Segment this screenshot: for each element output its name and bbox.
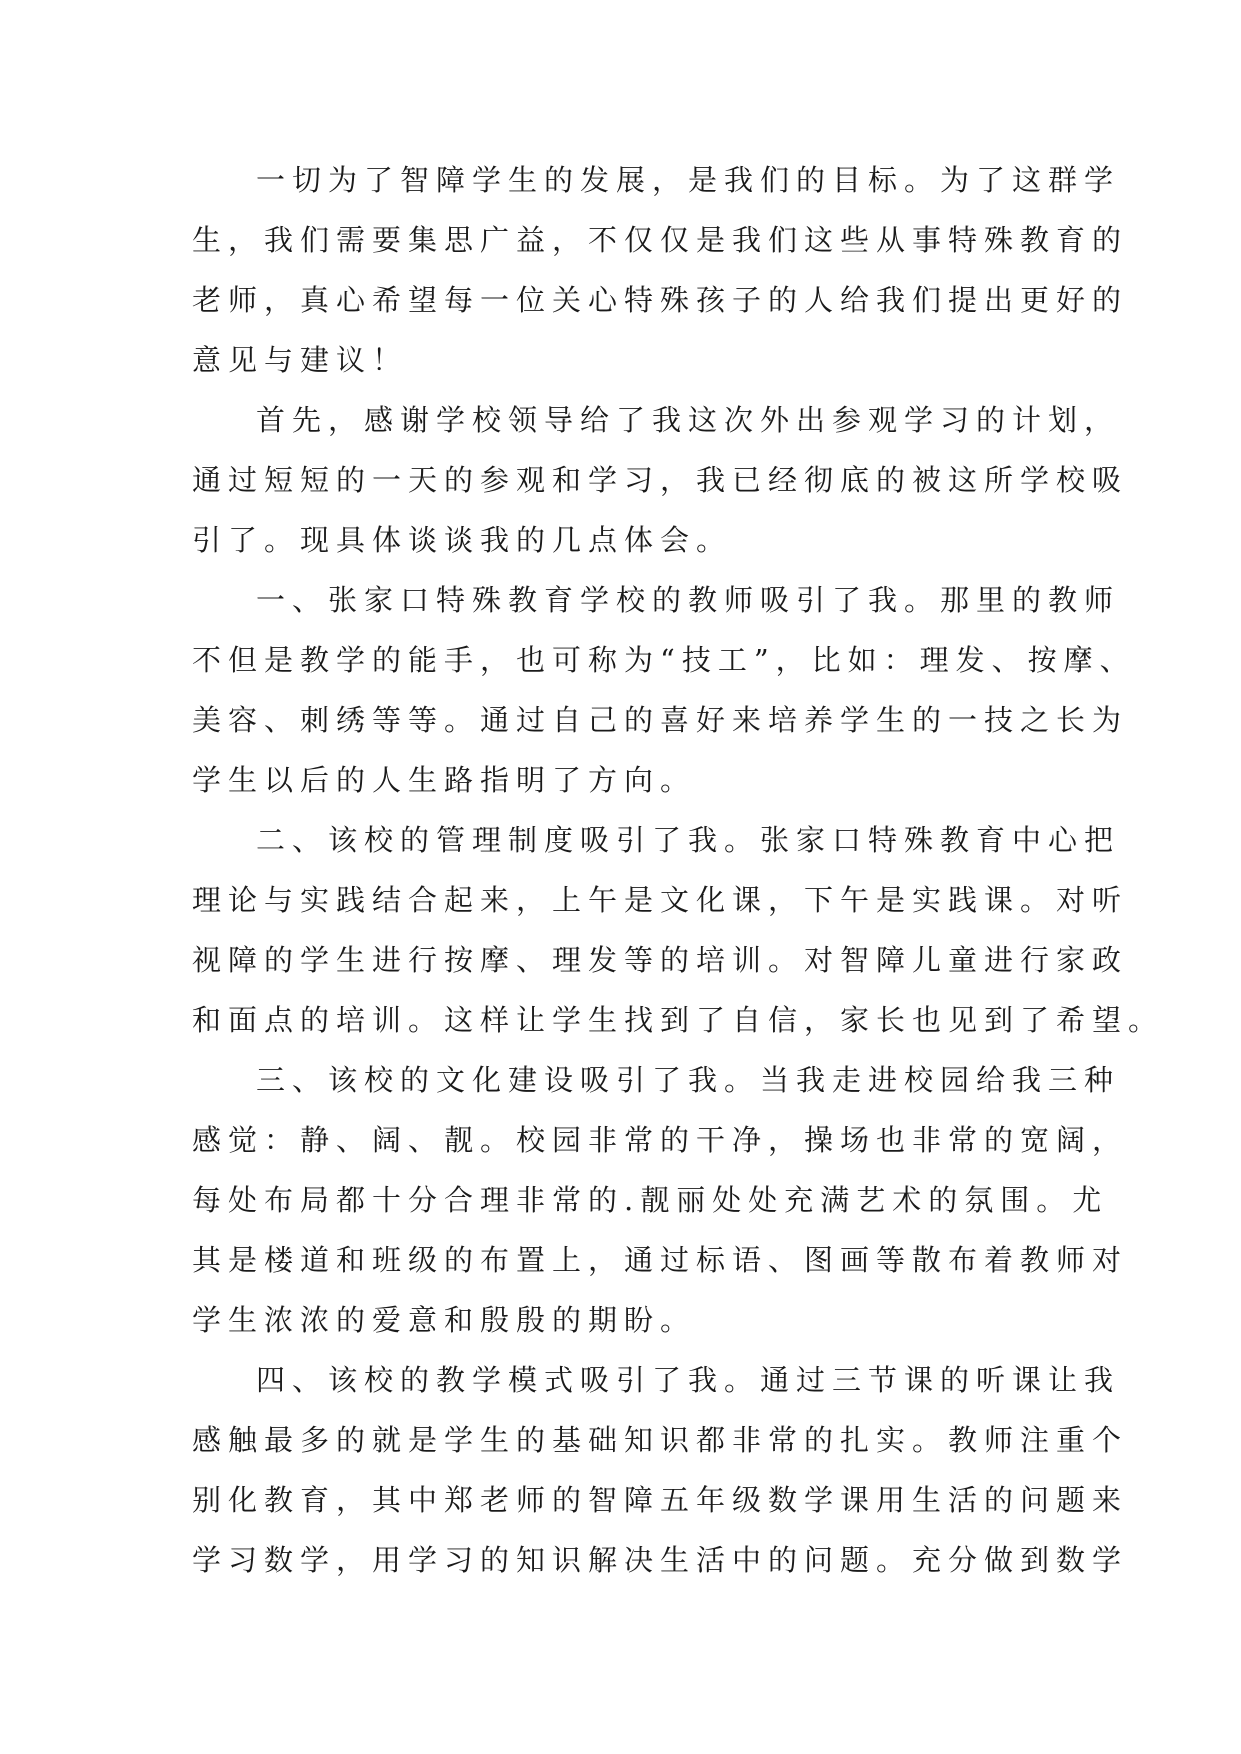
paragraph-point-two bbox=[192, 810, 1165, 1050]
text-line: 和面点的培训。这样让学生找到了自信，家长也见到了希望。 bbox=[192, 1003, 1165, 1037]
text-line: 视障的学生进行按摩、理发等的培训。对智障儿童进行家政 bbox=[192, 943, 1129, 977]
text-line: 别化教育，其中郑老师的智障五年级数学课用生活的问题来 bbox=[192, 1483, 1129, 1517]
text-line: 意见与建议！ bbox=[192, 343, 409, 377]
text-line: 二、该校的管理制度吸引了我。张家口特殊教育中心把 bbox=[256, 823, 1121, 857]
text-line: 老师，真心希望每一位关心特殊孩子的人给我们提出更好的 bbox=[192, 283, 1129, 317]
text-line: 学习数学，用学习的知识解决生活中的问题。充分做到数学 bbox=[192, 1543, 1129, 1577]
text-line: 生，我们需要集思广益，不仅仅是我们这些从事特殊教育的 bbox=[192, 223, 1129, 257]
paragraph-thanks bbox=[192, 390, 1129, 570]
paragraph-goal bbox=[192, 150, 1129, 390]
text-line: 不但是教学的能手，也可称为“技工”，比如：理发、按摩、 bbox=[192, 643, 1136, 677]
paragraph-point-three bbox=[192, 1050, 1129, 1350]
text-line: 美容、刺绣等等。通过自己的喜好来培养学生的一技之长为 bbox=[192, 703, 1129, 737]
text-line: 其是楼道和班级的布置上，通过标语、图画等散布着教师对 bbox=[192, 1243, 1129, 1277]
paragraph-point-one bbox=[192, 570, 1136, 810]
text-line: 三、该校的文化建设吸引了我。当我走进校园给我三种 bbox=[256, 1063, 1121, 1097]
text-line: 通过短短的一天的参观和学习，我已经彻底的被这所学校吸 bbox=[192, 463, 1129, 497]
text-line: 学生以后的人生路指明了方向。 bbox=[192, 763, 697, 797]
text-line: 一切为了智障学生的发展，是我们的目标。为了这群学 bbox=[256, 163, 1121, 197]
paragraph-point-four bbox=[192, 1350, 1129, 1590]
text-line: 一、张家口特殊教育学校的教师吸引了我。那里的教师 bbox=[256, 583, 1121, 617]
text-line: 引了。现具体谈谈我的几点体会。 bbox=[192, 523, 733, 557]
text-line: 学生浓浓的爱意和殷殷的期盼。 bbox=[192, 1303, 697, 1337]
document-body bbox=[192, 150, 1165, 1590]
text-line: 每处布局都十分合理非常的.靓丽处处充满艺术的氛围。尤 bbox=[192, 1183, 1109, 1217]
text-line: 首先，感谢学校领导给了我这次外出参观学习的计划， bbox=[256, 403, 1121, 437]
text-line: 感触最多的就是学生的基础知识都非常的扎实。教师注重个 bbox=[192, 1423, 1129, 1457]
text-line: 感觉：静、阔、靓。校园非常的干净，操场也非常的宽阔， bbox=[192, 1123, 1129, 1157]
text-line: 四、该校的教学模式吸引了我。通过三节课的听课让我 bbox=[256, 1363, 1121, 1397]
text-line: 理论与实践结合起来，上午是文化课，下午是实践课。对听 bbox=[192, 883, 1129, 917]
